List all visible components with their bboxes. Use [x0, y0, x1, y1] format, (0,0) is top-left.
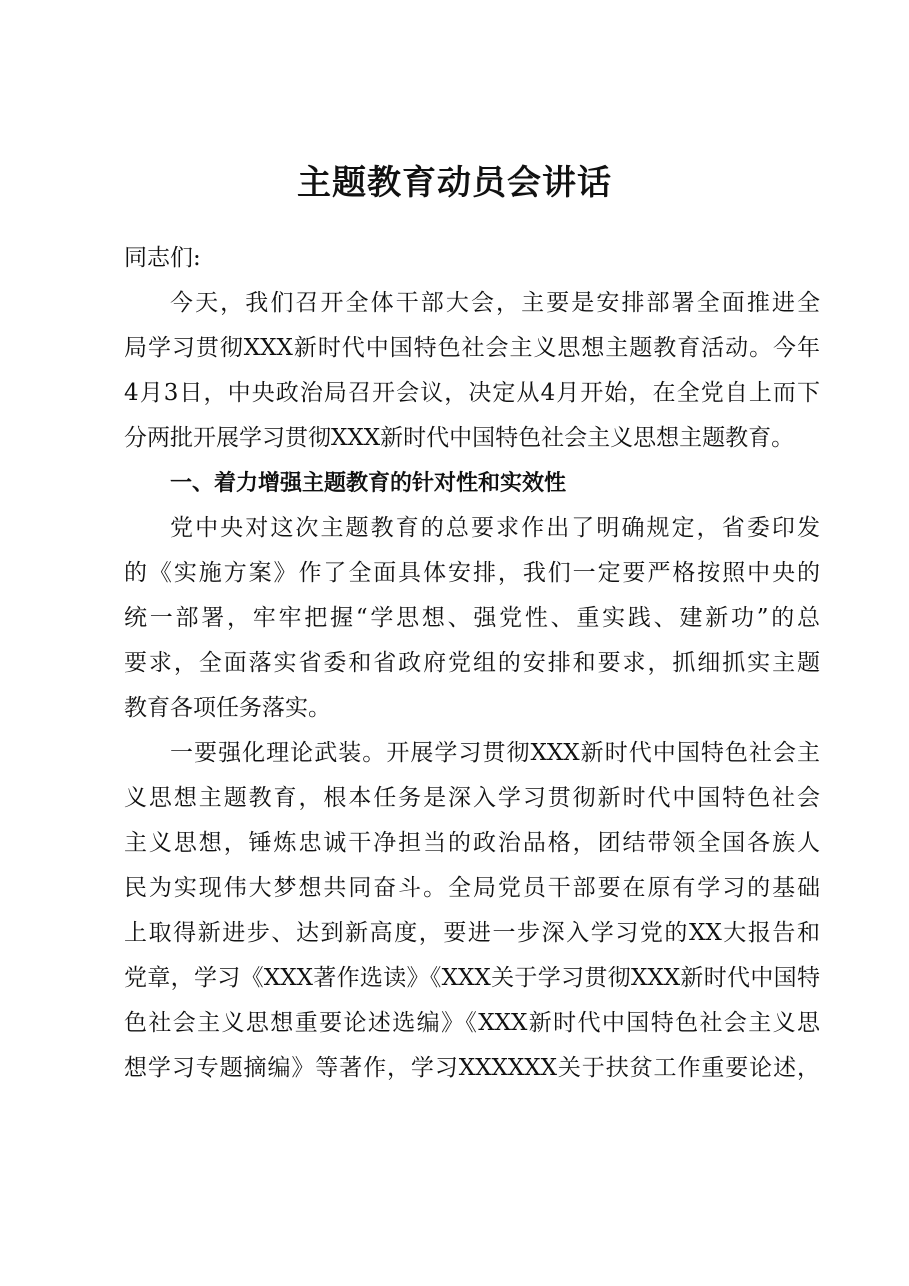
paragraph-line: 分两批开展学习贯彻XXX新时代中国特色社会主义思想主题教育。 [124, 425, 795, 451]
paragraph-line: 民为实现伟大梦想共同奋斗。全局党员干部要在原有学习的基础 [124, 875, 820, 901]
paragraph-line: 上取得新进步、达到新高度，要进一步深入学习党的XX大报告和 [124, 920, 820, 946]
document-body [124, 236, 820, 1091]
paragraph-line: 一要强化理论武装。开展学习贯彻XXX新时代中国特色社会主 [170, 740, 820, 766]
paragraph-line: 党章，学习《XXX著作选读》《XXX关于学习贯彻XXX新时代中国特 [124, 965, 820, 991]
paragraph-line: 教育各项任务落实。 [124, 695, 331, 721]
paragraph-line: 党中央对这次主题教育的总要求作出了明确规定，省委印发 [170, 515, 820, 541]
paragraph-line: 主义思想，锤炼忠诚干净担当的政治品格，团结带领全国各族人 [124, 830, 820, 856]
document-title: 主题教育动员会讲话 [297, 163, 612, 203]
paragraph-line: 色社会主义思想重要论述选编》《XXX新时代中国特色社会主义思 [124, 1010, 820, 1036]
paragraph-line: 局学习贯彻XXX新时代中国特色社会主义思想主题教育活动。今年 [124, 335, 820, 361]
salutation: 同志们: [124, 245, 201, 271]
paragraph-line: 要求，全面落实省委和省政府党组的安排和要求，抓细抓实主题 [124, 650, 820, 676]
section-heading: 一、着力增强主题教育的针对性和实效性 [170, 471, 567, 496]
paragraph-line: 统一部署，牢牢把握“学思想、强党性、重实践、建新功”的总 [124, 605, 820, 631]
paragraph-line: 想学习专题摘编》等著作，学习XXXXXX关于扶贫工作重要论述， [124, 1055, 820, 1081]
paragraph-line: 今天，我们召开全体干部大会，主要是安排部署全面推进全 [170, 290, 820, 316]
paragraph-line: 义思想主题教育，根本任务是深入学习贯彻新时代中国特色社会 [124, 785, 820, 811]
paragraph-line: 的《实施方案》作了全面具体安排，我们一定要严格按照中央的 [124, 560, 820, 586]
paragraph-line: 4月3日，中央政治局召开会议，决定从4月开始，在全党自上而下 [124, 380, 820, 406]
